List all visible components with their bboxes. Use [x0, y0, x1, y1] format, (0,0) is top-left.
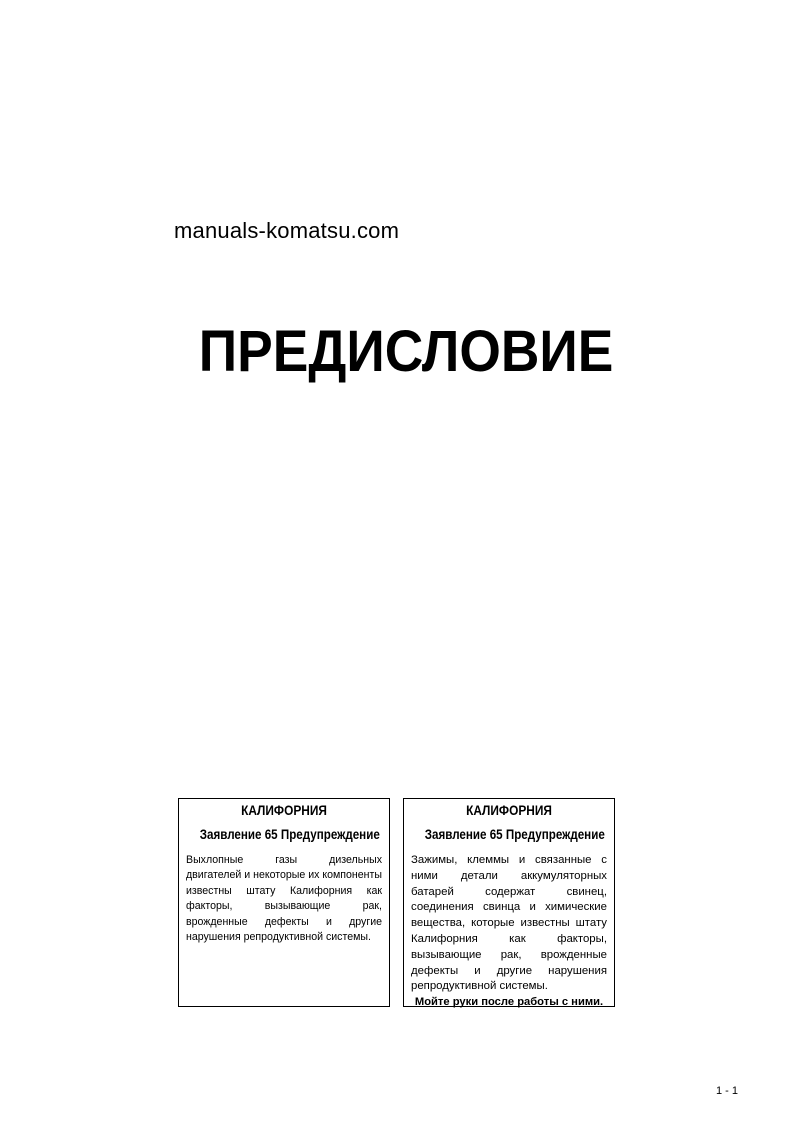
page-title: ПРЕДИСЛОВИЕ — [198, 319, 614, 384]
warning-heading: КАЛИФОРНИЯ — [241, 803, 327, 818]
warning-body: Выхлопные газы дизельных двигателей и некоторые их компоненты известны штату Калифорния как факторы, вызывающие рак, врожденные дефекты и другие нарушения репродуктивной системы. — [186, 854, 382, 944]
warning-heading: КАЛИФОРНИЯ — [466, 803, 552, 818]
warning-box-diesel-exhaust — [178, 798, 390, 1007]
warning-box-battery-lead — [403, 798, 615, 1007]
warning-subheading: Заявление 65 Предупреждение — [424, 827, 605, 842]
warning-subheading: Заявление 65 Предупреждение — [199, 827, 380, 842]
warning-footer: Мойте руки после работы с ними. — [414, 996, 604, 1009]
watermark-text: manuals-komatsu.com — [174, 218, 400, 243]
page-number: 1 - 1 — [716, 1085, 739, 1097]
warning-body: Зажимы, клеммы и связанные с ними детали аккумуляторных батарей содержат свинец, соединения свинца и химические вещества, которые известны штату Калифорния как факторы, вызывающие рак, врожденные дефекты и другие нарушения репродуктивной системы. — [411, 854, 607, 993]
